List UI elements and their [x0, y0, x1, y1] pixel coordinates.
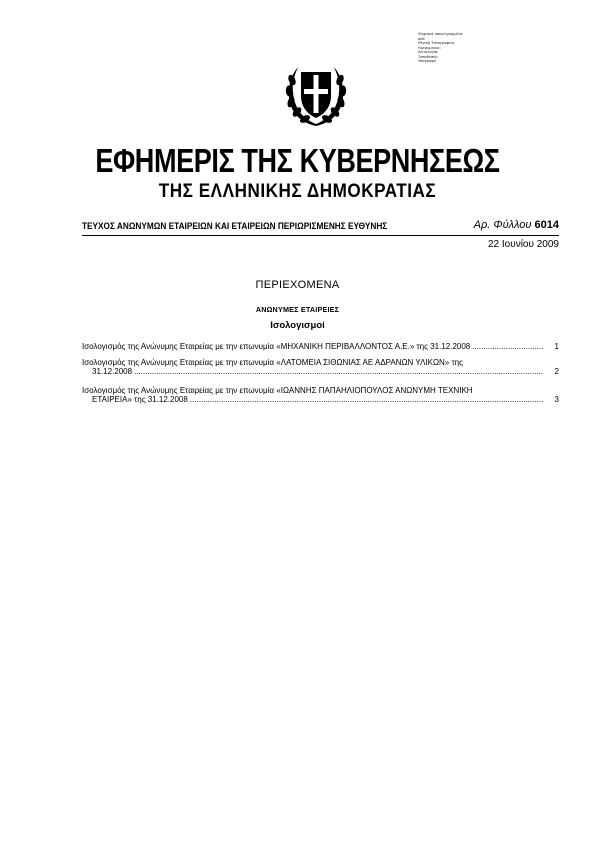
- toc-entry[interactable]: [82, 358, 559, 376]
- toc-entry-text: Ισολογισμός της Ανώνυμης Εταιρείας με την επωνυμία «ΜΗΧΑΝΙΚΗ ΠΕΡΙΒΑΛΛΟΝΤΟΣ Α.Ε.» της 31.12.2008: [82, 342, 471, 351]
- toc-leader: [134, 367, 543, 376]
- toc-entry-text-continued: ΕΤΑΙΡΕΙΑ» της 31.12.2008: [92, 395, 188, 404]
- subsection-heading: Ισολογισμοί: [270, 320, 325, 331]
- stamp-line: Εθνικό Τυπογραφείο: [418, 41, 455, 45]
- greek-coat-of-arms-icon: [283, 58, 349, 128]
- stamp-line: Ψηφιακά υπογεγραμμένο: [418, 32, 463, 36]
- header-rule: [82, 235, 559, 236]
- stamp-line: Τοποθεσία:: [418, 54, 438, 59]
- stamp-line: Αιτιολογία:: [418, 50, 439, 54]
- toc-page-number: 1: [554, 342, 559, 351]
- gazette-title: ΕΦΗΜΕΡΙΣ ΤΗΣ ΚΥΒΕΡΝΗΣΕΩΣ: [95, 142, 500, 179]
- stamp-line: από: [418, 36, 425, 41]
- contents-heading: ΠΕΡΙΕΧΟΜΕΝΑ: [255, 279, 340, 291]
- toc-entry-text: Ισολογισμός της Ανώνυμης Εταιρείας με την επωνυμία «ΙΩΑΝΝΗΣ ΠΑΠΑΗΛΙΟΠΟΥΛΟΣ ΑΝΩΝΥΜΗ ΤΕΧΝΙΚΗ: [82, 386, 473, 395]
- toc-entry[interactable]: [82, 342, 559, 351]
- stamp-line: Ημερομηνία:: [418, 45, 441, 50]
- sheet-label: Αρ. Φύλλου: [473, 219, 532, 231]
- sheet-number-value: 6014: [534, 219, 559, 231]
- issue-date: 22 Ιουνίου 2009: [488, 239, 559, 250]
- toc-entry-text-continued: 31.12.2008: [92, 367, 133, 376]
- section-heading: ΑΝΩΝΥΜΕΣ ΕΤΑΙΡΕΙΕΣ: [255, 305, 340, 314]
- toc-entry[interactable]: [82, 386, 559, 404]
- gazette-subtitle: ΤΗΣ ΕΛΛΗΝΙΚΗΣ ΔΗΜΟΚΡΑΤΙΑΣ: [158, 181, 437, 202]
- toc-page-number: 2: [554, 367, 559, 376]
- sheet-number: [474, 219, 559, 231]
- toc-leader: [190, 395, 543, 404]
- digital-signature-stamp: [418, 32, 498, 64]
- toc-leader: [472, 342, 543, 351]
- toc-entry-text: Ισολογισμός της Ανώνυμης Εταιρείας με την επωνυμία «ΛΑΤΟΜΕΙΑ ΣΙΘΩΝΙΑΣ ΑΕ ΑΔΡΑΝΩΝ ΥΛΙΚΩΝ» της: [82, 358, 463, 367]
- toc-page-number: 3: [554, 395, 559, 404]
- stamp-line: Υπογραφή: [418, 59, 436, 63]
- issue-type: ΤΕΥΧΟΣ ΑΝΩΝΥΜΩΝ ΕΤΑΙΡΕΙΩΝ ΚΑΙ ΕΤΑΙΡΕΙΩΝ ΠΕΡΙΩΡΙΣΜΕΝΗΣ ΕΥΘΥΝΗΣ: [82, 221, 388, 232]
